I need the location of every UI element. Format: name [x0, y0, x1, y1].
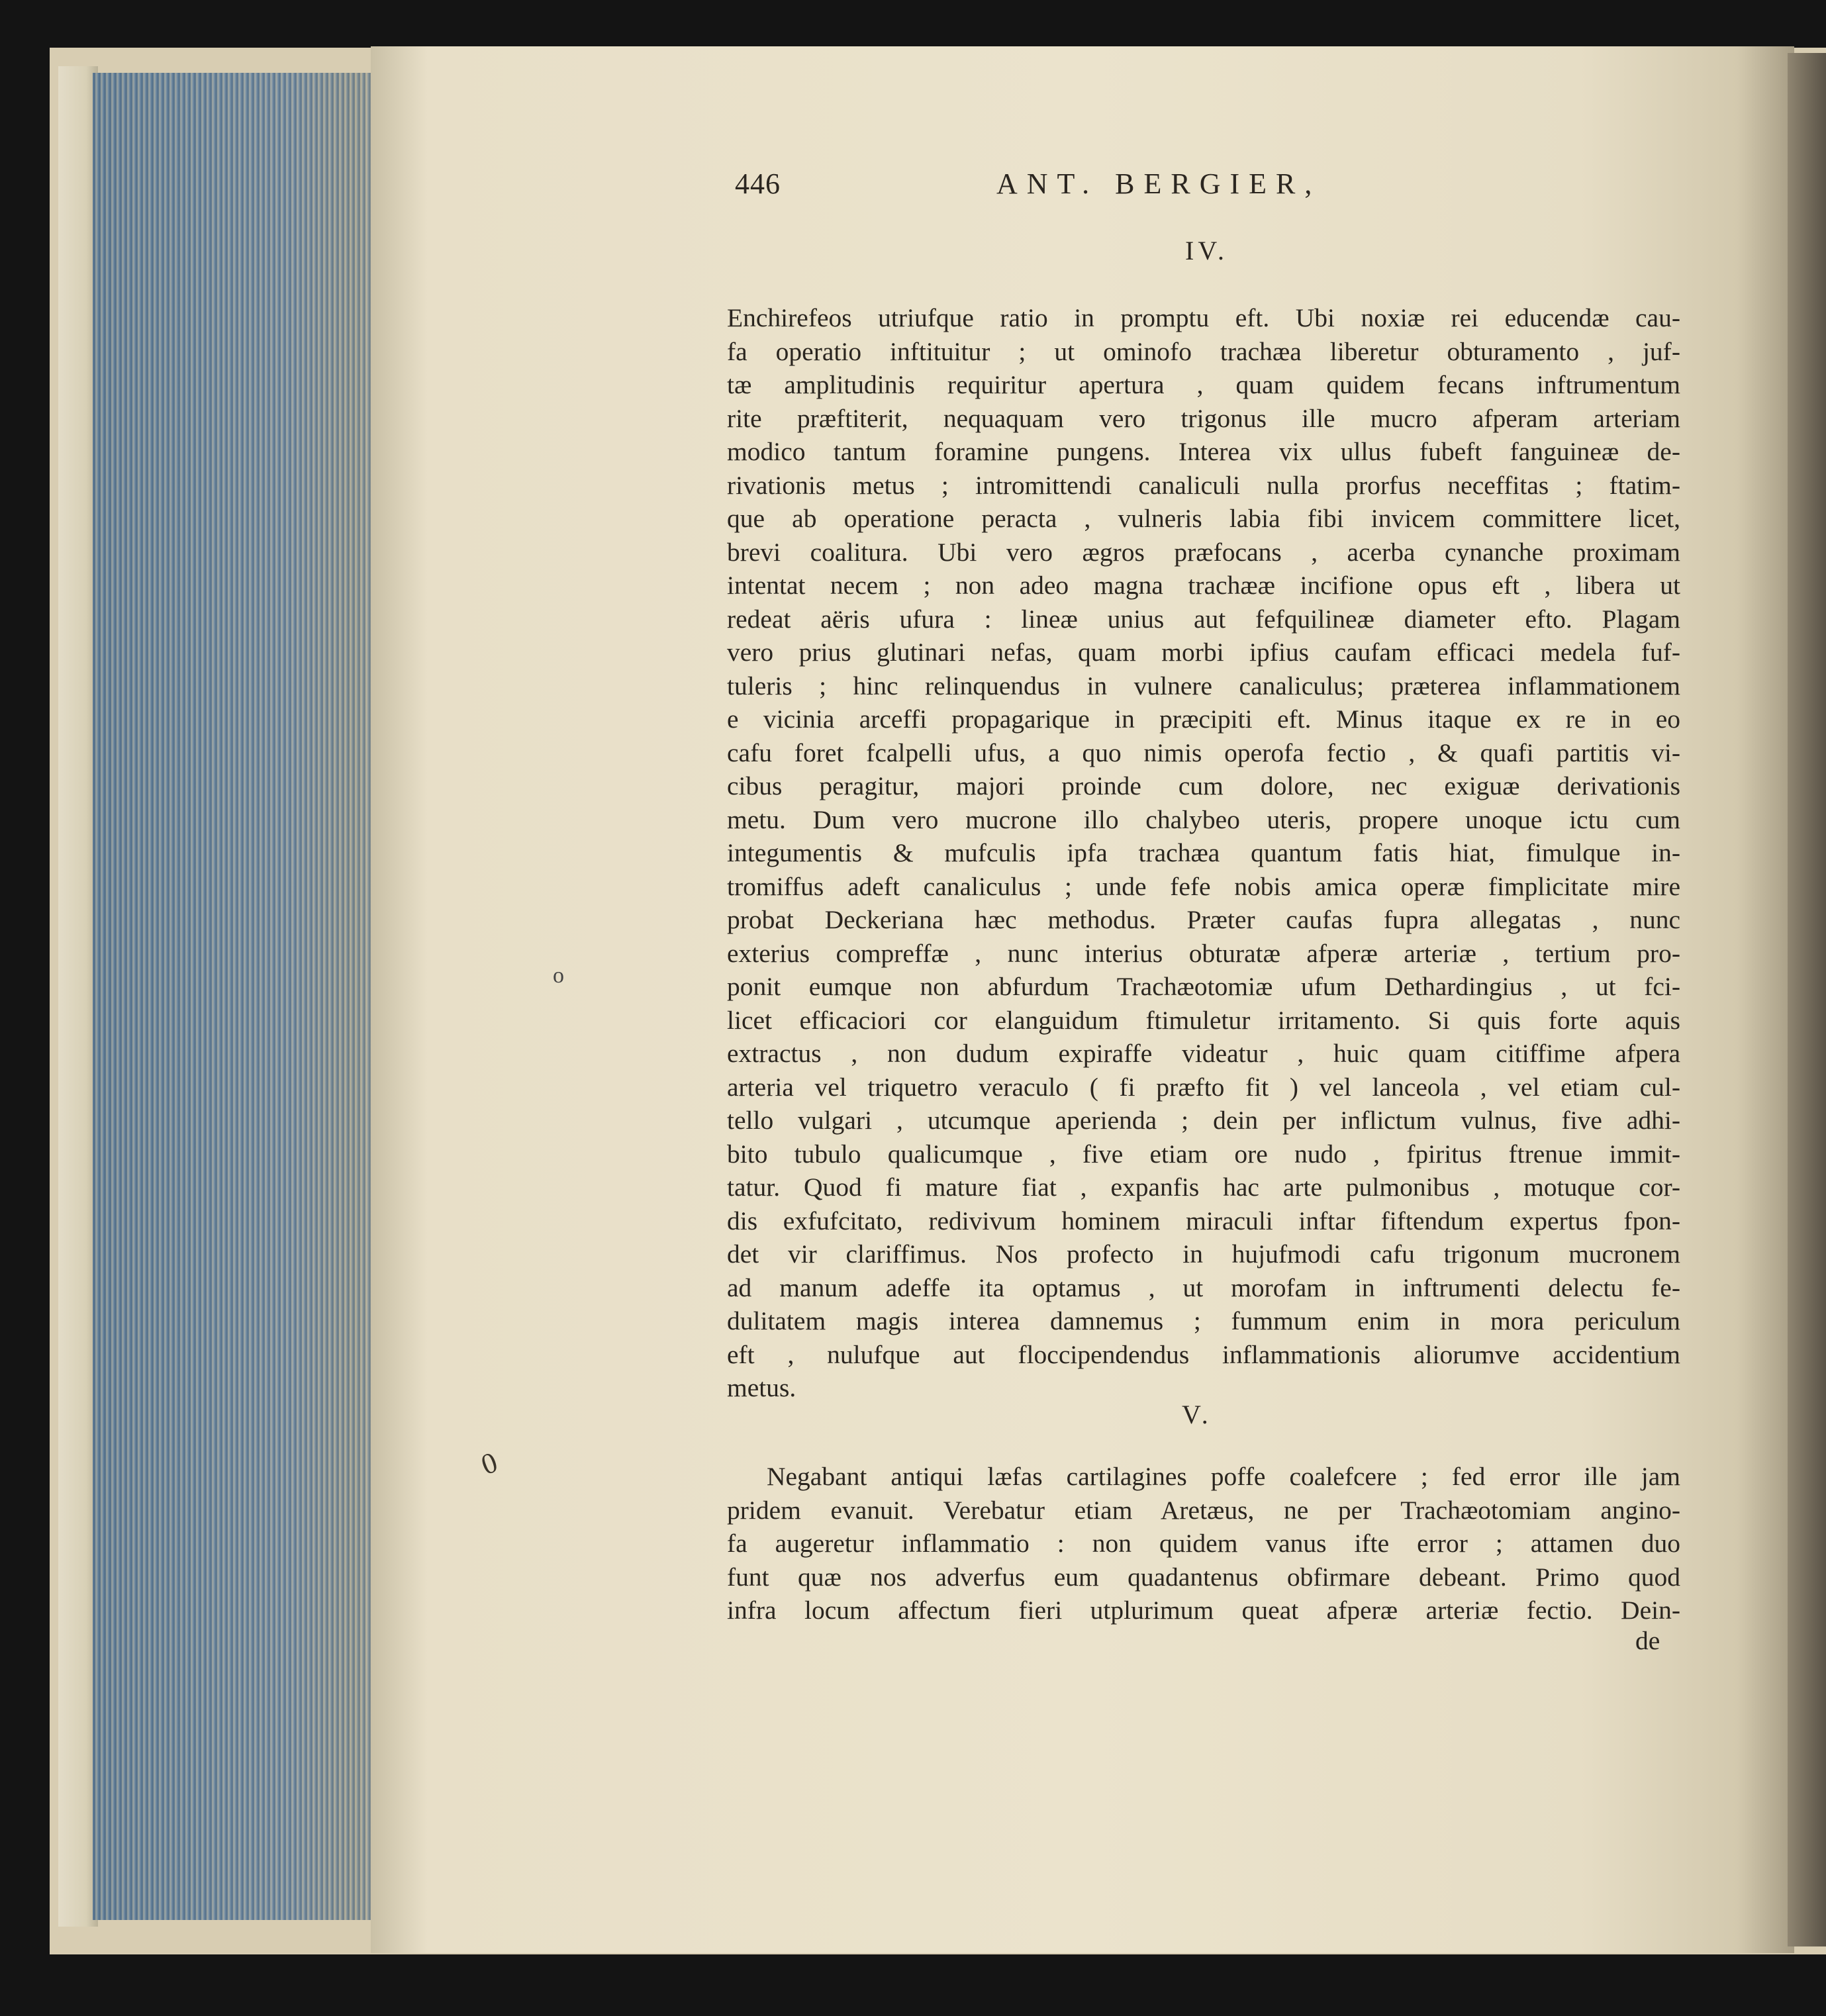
- text-line: brevi coalitura. Ubi vero ægros præfocans , acerba cynanche proximam: [727, 537, 1680, 567]
- text-line: Negabant antiqui læfas cartilagines poffe coalefcere ; fed error ille jam: [767, 1462, 1680, 1491]
- text-line: cafu foret fcalpelli ufus, a quo nimis operofa fectio , & quafi partitis vi-: [727, 738, 1680, 767]
- text-line: pridem evanuit. Verebatur etiam Aretæus, ne per Trachæotomiam angino-: [727, 1495, 1680, 1525]
- text-line: metu. Dum vero mucrone illo chalybeo uteris, propere unoque ictu cum: [727, 804, 1680, 834]
- text-line: tello vulgari , utcumque aperienda ; dein per inflictum vulnus, five adhi-: [727, 1106, 1680, 1135]
- text-line: vero prius glutinari nefas, quam morbi ipfius caufam efficaci medela fuf-: [727, 638, 1680, 667]
- text-line: dis exfufcitato, redivivum hominem miraculi inftar fiftendum expertus fpon-: [727, 1206, 1680, 1235]
- text-line: ponit eumque non abfurdum Trachæotomiæ ufum Dethardingius , ut fci-: [727, 972, 1680, 1001]
- text-line: integumentis & mufculis ipfa trachæa quantum fatis hiat, fimulque in-: [727, 838, 1680, 867]
- text-line: ad manum adeffe ita optamus , ut morofam in inftrumenti delectu fe-: [727, 1272, 1680, 1302]
- text-line: que ab operatione peracta , vulneris labia fibi invicem committere licet,: [727, 504, 1680, 533]
- text-line: bito tubulo qualicumque , five etiam ore nudo , fpiritus ftrenue immit-: [727, 1139, 1680, 1169]
- catchword: de: [1635, 1626, 1660, 1655]
- text-line: rite præftiterit, nequaquam vero trigonus ille mucro afperam arteriam: [727, 403, 1680, 433]
- text-line: Enchirefeos utriufque ratio in promptu eft. Ubi noxiæ rei educendæ cau-: [727, 303, 1680, 332]
- text-line: fa operatio inftituitur ; ut ominofo trachæa liberetur obturamento , juf-: [727, 336, 1680, 366]
- section-heading-iv: IV.: [1185, 236, 1229, 265]
- text-line: rivationis metus ; intromittendi canaliculi nulla prorfus neceffitas ; ftatim-: [727, 470, 1680, 500]
- text-line: modico tantum foramine pungens. Interea vix ullus fubeft fanguineæ de-: [727, 437, 1680, 466]
- text-line: det vir clariffimus. Nos profecto in hujufmodi cafu trigonum mucronem: [727, 1239, 1680, 1269]
- text-line: arteria vel triquetro veraculo ( fi præfto fit ) vel lanceola , vel etiam cul-: [727, 1072, 1680, 1102]
- text-line: tatur. Quod fi mature fiat , expanfis hac arte pulmonibus , motuque cor-: [727, 1173, 1680, 1202]
- text-line: fa augeretur inflammatio : non quidem vanus ifte error ; attamen duo: [727, 1529, 1680, 1558]
- section-iv-body: [727, 301, 1680, 1405]
- page-block-edge: [58, 66, 98, 1927]
- section-v-body: [727, 1460, 1680, 1627]
- page-number: 446: [735, 168, 781, 200]
- page-header: [735, 167, 1662, 207]
- text-line: tæ amplitudinis requiritur apertura , quam quidem fecans inftrumentum: [727, 370, 1680, 399]
- text-line: funt quæ nos adverfus eum quadantenus obfirmare debeant. Primo quod: [727, 1562, 1680, 1592]
- text-line: exterius compreffæ , nunc interius obturatæ afperæ arteriæ , tertium pro-: [727, 938, 1680, 968]
- section-heading-v: V.: [1182, 1400, 1212, 1429]
- text-line: probat Deckeriana hæc methodus. Præter caufas fupra allegatas , nunc: [727, 905, 1680, 934]
- text-line: e vicinia arceffi propagarique in præcipiti eft. Minus itaque ex re in eo: [727, 704, 1680, 734]
- page-stack-fore-edge: [93, 73, 377, 1920]
- running-head: ANT. BERGIER,: [996, 168, 1321, 200]
- text-line: tuleris ; hinc relinquendus in vulnere canaliculus; præterea inflammationem: [727, 671, 1680, 700]
- text-line: eft , nulufque aut floccipendendus inflammationis aliorumve accidentium: [727, 1339, 1680, 1369]
- text-line: redeat aëris ufura : lineæ unius aut fefquilineæ diameter efto. Plagam: [727, 604, 1680, 634]
- text-line: intentat necem ; non adeo magna trachææ incifione opus eft , libera ut: [727, 571, 1680, 600]
- text-line: dulitatem magis interea damnemus ; fummum enim in mora periculum: [727, 1306, 1680, 1335]
- text-line: infra locum affectum fieri utplurimum queat afperæ arteriæ fectio. Dein-: [727, 1596, 1680, 1625]
- margin-mark: o: [553, 963, 564, 988]
- text-line: cibus peragitur, majori proinde cum dolore, nec exiguæ derivationis: [727, 771, 1680, 800]
- text-line: tromiffus adeft canaliculus ; unde fefe nobis amica operæ fimplicitate mire: [727, 871, 1680, 901]
- text-line: extractus , non dudum expiraffe videatur , huic quam citiffime afpera: [727, 1039, 1680, 1068]
- text-line: licet efficaciori cor elanguidum ftimuletur irritamento. Si quis forte aquis: [727, 1005, 1680, 1035]
- gutter-shadow: [1788, 53, 1826, 1946]
- text-line: metus.: [727, 1373, 796, 1402]
- margin-mark: 0: [477, 1445, 502, 1482]
